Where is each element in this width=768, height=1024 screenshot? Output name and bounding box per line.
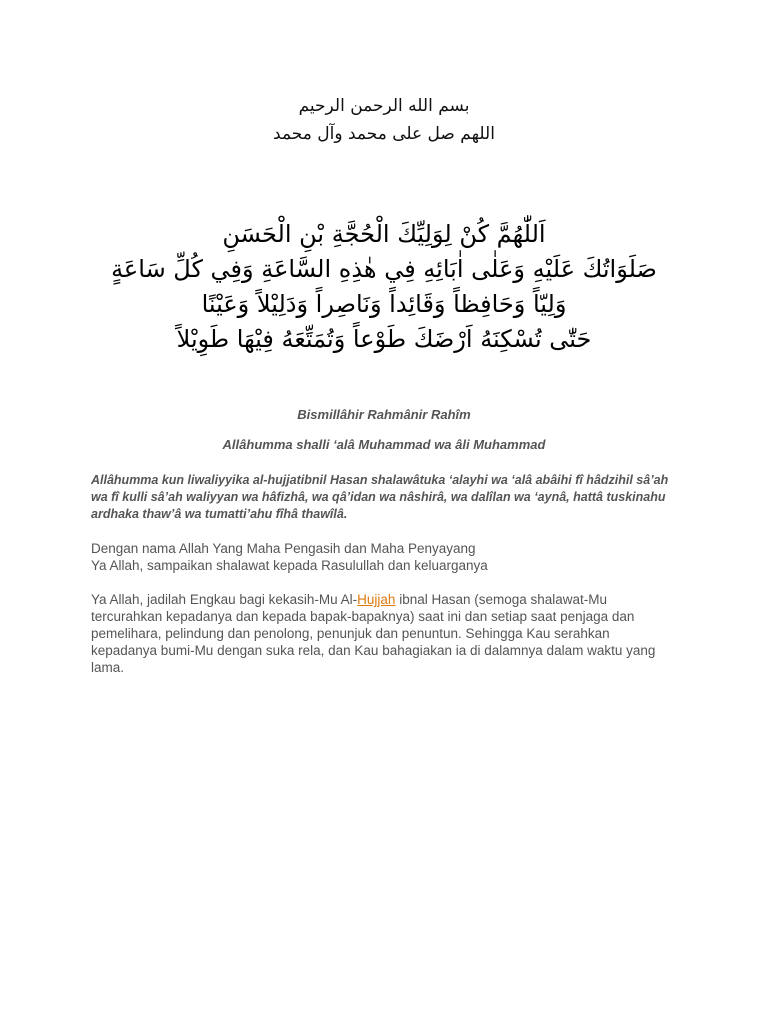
arabic-header — [0, 92, 768, 148]
arabic-dua-line: اَللّٰهُمَّ كُنْ لِوَلِيِّكَ الْحُجَّةِ بْنِ الْحَسَنِ — [222, 220, 546, 248]
translation-dua — [91, 591, 677, 676]
arabic-salawat: اللهم صل على محمد وآل محمد — [273, 124, 495, 144]
arabic-basmalah: بسم الله الرحمن الرحيم — [298, 96, 470, 116]
transliteration-salawat: Allâhumma shalli ‘alâ Muhammad wa âli Muhammad — [222, 437, 546, 452]
arabic-dua-line: وَلِيّاً وَحَافِظاً وَقَائِداً وَنَاصِراً وَدَلِيْلاً وَعَيْنًا — [201, 290, 567, 318]
translation-salawat: Ya Allah, sampaikan shalawat kepada Rasulullah dan keluarganya — [91, 558, 488, 573]
hujjah-link[interactable]: Hujjah — [357, 592, 396, 607]
transliteration-dua: Allâhumma kun liwaliyyika al-hujjatibnil Hasan shalawâtuka ‘alayhi wa ‘alâ abâihi fî hâdzihil sâ’ah wa fî kulli sâ’ah waliyyan wa hâfizhâ, wa qâ’idan wa nâshirâ, wa dalîlan wa ‘aynâ, hattâ tuskinahu ardhaka thaw’â wa tumatti’ahu fîhâ thawîlâ. — [91, 473, 669, 521]
translation-dua-text-end: ibnal Hasan (semoga shalawat-Mu tercurahkan kepadanya dan kepada bapak-bapaknya) saat ini dan setiap saat penjaga dan pemelihara, pelindung dan penolong, penunjuk dan penuntun. Sehingga Kau serahkan kepadanya bumi-Mu dengan suka rela, dan Kau bahagiakan ia di dalamnya dalam waktu yang lama. — [91, 592, 656, 675]
arabic-dua-line: حَتّٰى تُسْكِنَهُ اَرْضَكَ طَوْعاً وَتُمَتِّعَهُ فِيْهَا طَوِيْلاً — [176, 325, 592, 353]
arabic-dua-line: صَلَوَاتُكَ عَلَيْهِ وَعَلٰى اٰبَائِهِ فِي هٰذِهِ السَّاعَةِ وَفِي كُلِّ سَاعَةٍ — [111, 255, 657, 283]
arabic-dua — [90, 217, 678, 357]
translation-basmalah: Dengan nama Allah Yang Maha Pengasih dan Maha Penyayang — [91, 541, 476, 556]
translation-dua-text-start: Ya Allah, jadilah Engkau bagi kekasih-Mu Al- — [91, 592, 358, 607]
transliteration-header — [0, 400, 768, 460]
transliteration-basmalah: Bismillâhir Rahmânir Rahîm — [297, 407, 471, 422]
translation-header — [91, 540, 677, 574]
